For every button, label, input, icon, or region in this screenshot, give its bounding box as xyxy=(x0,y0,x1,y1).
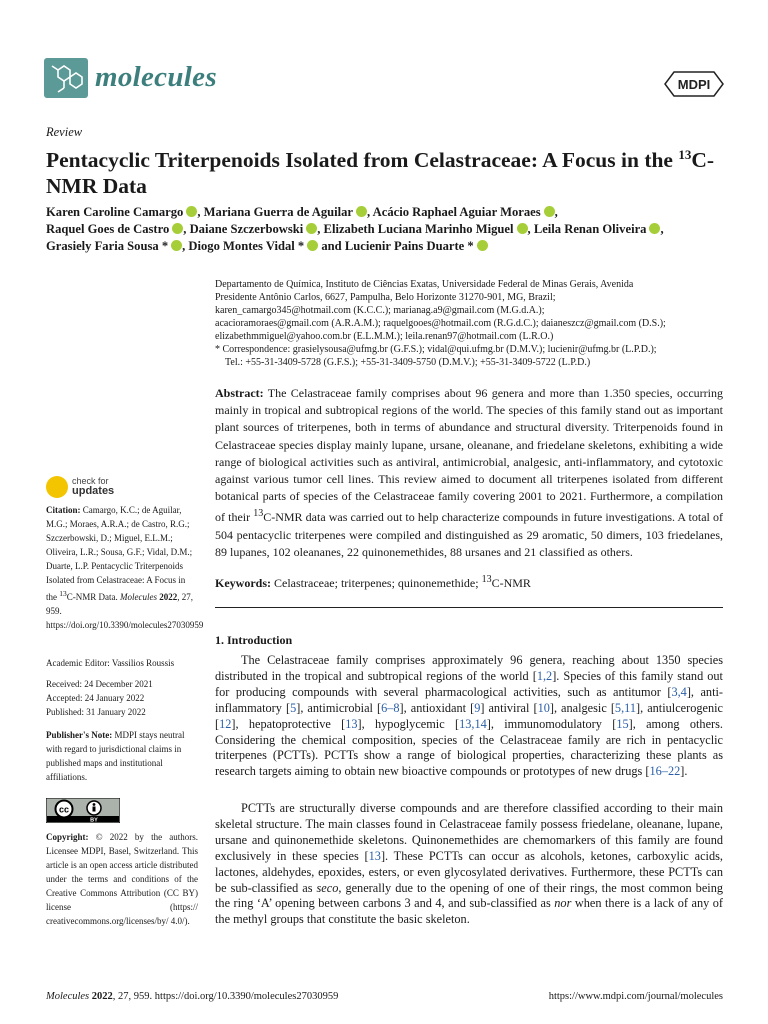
reference-link[interactable]: 1,2 xyxy=(536,668,553,683)
publisher-note: Publisher's Note: MDPI stays neutral with regard to jurisdictional claims in published maps and institutional affiliations. xyxy=(46,730,185,782)
reference-link[interactable]: 3,4 xyxy=(671,684,687,699)
reference-link[interactable]: 10 xyxy=(537,700,550,715)
author: Acácio Raphael Aguiar Moraes xyxy=(372,205,541,219)
footer-citation: Molecules 2022, 27, 959. https://doi.org/10.3390/molecules27030959 xyxy=(46,991,339,1002)
keywords: Keywords: Celastraceae; triterpenes; quinonemethide; $^{13}$C-NMR xyxy=(215,574,531,590)
cc-by-license-icon[interactable] xyxy=(46,798,120,823)
reference-link[interactable]: 13,14 xyxy=(459,716,487,731)
academic-editor: Academic Editor: Vassilios Roussis xyxy=(46,658,175,668)
intro-paragraph-2: PCTTs are structurally diverse compounds and are therefore classified according to their main skeletal structure. The main classes found in Celastraceae family possess friedelane, oleanane, lupane, ursane and quinonemethide skeletons. Quinonemethides are chemomarkers of this family are found exclusively in these species [13]. These PCTTs can occur as alcohols, ketones, carboxylic acids, lactones, aldehydes, epoxides, esters, or even glycosylated derivatives. Furthermore, these PCTTs can be sub-classified as seco, generally due to the opening of one of their rings, the most common being the ring ‘A’ opening between carbons 3 and 4, and sub-classified as nor when there is a lack of any of the methyl groups that constitute the basic skeleton. xyxy=(215,801,724,927)
article-title: Pentacyclic Triterpenoids Isolated from Celastraceae: A Focus in the $^{13}$C-NMR Data xyxy=(46,147,715,199)
reference-link[interactable]: 6–8 xyxy=(381,700,400,715)
telephone: Tel.: +55-31-3409-5728 (G.F.S.); +55-31-3409-5750 (D.M.V.); +55-31-3409-5722 (L.P.D.) xyxy=(225,357,591,368)
citation: Citation: Camargo, K.C.; de Aguilar, M.G.; Moraes, A.R.A.; de Castro, R.G.; Szczerbowski, D.; Miguel, E.L.M.; Oliveira, L.R.; Sousa, G.F.; Vidal, D.M.; Duarte, L.P. Pentacyclic Triterpenoids Isolated from Celastraceae: A Focus in the $^{13}$C-NMR Data. Molecules 2022, 27, 959. https://doi.org/10.3390/molecules27030959 xyxy=(46,505,204,630)
author: Leila Renan Oliveira xyxy=(533,222,647,236)
author: Diogo Montes Vidal xyxy=(188,239,295,253)
author: Grasiely Faria Sousa xyxy=(46,239,159,253)
orcid-icon[interactable] xyxy=(477,240,488,251)
author-list: Karen Caroline Camargo , Mariana Guerra de Aguilar , Acácio Raphael Aguiar Moraes , Raquel Goes de Castro , Daiane Szczerbowski , Elizabeth Luciana Marinho Miguel , Leila Renan Oliveira , Grasiely Faria Sousa * , Diogo Montes Vidal * and Lucienir Pains Duarte * xyxy=(46,205,664,253)
orcid-icon[interactable] xyxy=(307,240,318,251)
mdpi-logo-icon[interactable] xyxy=(664,71,724,97)
svg-text:cc: cc xyxy=(58,804,70,815)
article-dates: Received: 24 December 2021 Accepted: 24 January 2022 Published: 31 January 2022 xyxy=(46,679,153,717)
orcid-icon[interactable] xyxy=(186,206,197,217)
orcid-icon[interactable] xyxy=(649,223,660,234)
author: Lucienir Pains Duarte xyxy=(344,239,465,253)
italic-term: seco xyxy=(316,880,339,895)
check-for-updates-icon[interactable]: check for updates xyxy=(46,476,166,500)
orcid-icon[interactable] xyxy=(544,206,555,217)
reference-link[interactable]: 13 xyxy=(368,848,381,863)
italic-term: nor xyxy=(554,896,572,911)
reference-link[interactable]: 12 xyxy=(219,716,232,731)
journal-name: molecules xyxy=(95,61,217,93)
footer-journal-url[interactable]: https://www.mdpi.com/journal/molecules xyxy=(548,991,723,1002)
author: Karen Caroline Camargo xyxy=(46,205,184,219)
orcid-icon[interactable] xyxy=(171,240,182,251)
mdpi-logo-text: MDPI xyxy=(677,77,711,92)
reference-link[interactable]: 15 xyxy=(616,716,629,731)
orcid-icon[interactable] xyxy=(356,206,367,217)
orcid-icon[interactable] xyxy=(306,223,317,234)
article-type: Review xyxy=(46,125,83,139)
reference-link[interactable]: 9 xyxy=(474,700,481,715)
correspondence: * Correspondence: grasielysousa@ufmg.br (G.F.S.); vidal@qui.ufmg.br (D.M.V.); lucienir@ufmg.br (L.P.D.); xyxy=(215,344,657,355)
copyright: Copyright: © 2022 by the authors. Licensee MDPI, Basel, Switzerland. This article is an open access article distributed under the terms and conditions of the Creative Commons Attribution (CC BY) license (https:// creativecommons.org/licenses/by/ 4.0/). xyxy=(46,832,199,926)
svg-text:BY: BY xyxy=(90,817,98,823)
reference-link[interactable]: 5 xyxy=(290,700,297,715)
reference-link[interactable]: 5,11 xyxy=(614,700,636,715)
orcid-icon[interactable] xyxy=(517,223,528,234)
author: Daiane Szczerbowski xyxy=(189,222,304,236)
author: Mariana Guerra de Aguilar xyxy=(203,205,354,219)
section-heading: 1. Introduction xyxy=(215,633,293,647)
reference-link[interactable]: 13 xyxy=(345,716,358,731)
orcid-icon[interactable] xyxy=(172,223,183,234)
reference-link[interactable]: 16–22 xyxy=(649,764,681,779)
author: Elizabeth Luciana Marinho Miguel xyxy=(323,222,514,236)
divider xyxy=(215,607,723,608)
abstract: Abstract: The Celastraceae family comprises about 96 genera and more than 1.350 species, occurring mainly in tropical and subtropical regions of the world. The species of this family stand out as important plant sources of triterpenes, both in terms of abundance and structural diversity. Triterpenoids found in Celastraceae species display mainly lupane, ursane, oleanane, and friedelane skeletons, exhibiting a wide range of biological activities such as antiviral, antimicrobial, analgesic, anti-inflammatory, and cytotoxic against various tumor cell lines. This review aimed to document all triterpenes isolated from different botanical parts of species of the Celastraceae family covering 2001 to 2021. Furthermore, a compilation of their $^{13}$C-NMR data was carried out to help characterize compounds in future investigations. A total of 504 pentacyclic triterpenes were compiled and distinguished as 29 aromatic, 50 dimers, 103 friedelanes, 89 lupanes, 102 oleananes, 22 quinonemethides, 88 ursanes and 21 classified as others. xyxy=(215,386,723,559)
intro-paragraph-1: The Celastraceae family comprises approximately 96 genera, reaching about 1350 species distributed in the tropical and subtropical regions of the world [1,2]. Species of this family stand out for producing compounds with several pharmacological activities, such as antitumor [3,4], anti-inflammatory [5], antimicrobial [6–8], antioxidant [9] antiviral [10], analgesic [5,11], antiulcerogenic [12], hepatoprotective [13], hypoglycemic [13,14], immunomodulatory [15], among others. Considering the chemical composition, species of the Celastraceae family are rich in pentacyclic triterpenes (PCTTs). PCTTs show a range of biological properties, characterizing these plants as research targets aiming to obtain new bioactive compounds or prototypes of new drugs [16–22]. xyxy=(215,653,723,779)
author: Raquel Goes de Castro xyxy=(46,222,170,236)
molecules-logo-icon xyxy=(44,58,88,98)
affiliations: Departamento de Química, Instituto de Ciências Exatas, Universidade Federal de Minas Gerais, Avenida Presidente Antônio Carlos, 6627, Pampulha, Belo Horizonte 31270-901, MG, Brazil; karen_camargo345@hotmail.com (K.C.C.); marianag.a9@gmail.com (M.G.d.A.); acacioramoraes@gmail.com (A.R.A.M.); raquelgooes@hotmail.com (R.G.d.C.); daianeszcz@gmail.com (D.S.); elizabethmmiguel@yahoo.com.br (E.L.M.M.); leila.renan97@hotmail.com (L.R.O.) * Correspondence: grasielysousa@ufmg.br (G.F.S.); vidal@qui.ufmg.br (D.M.V.); lucienir@ufmg.br (L.P.D.); Tel.: +55-31-3409-5728 (G.F.S.); +55-31-3409-5750 (D.M.V.); +55-31-3409-5722 (L.P.D.) xyxy=(215,278,735,369)
